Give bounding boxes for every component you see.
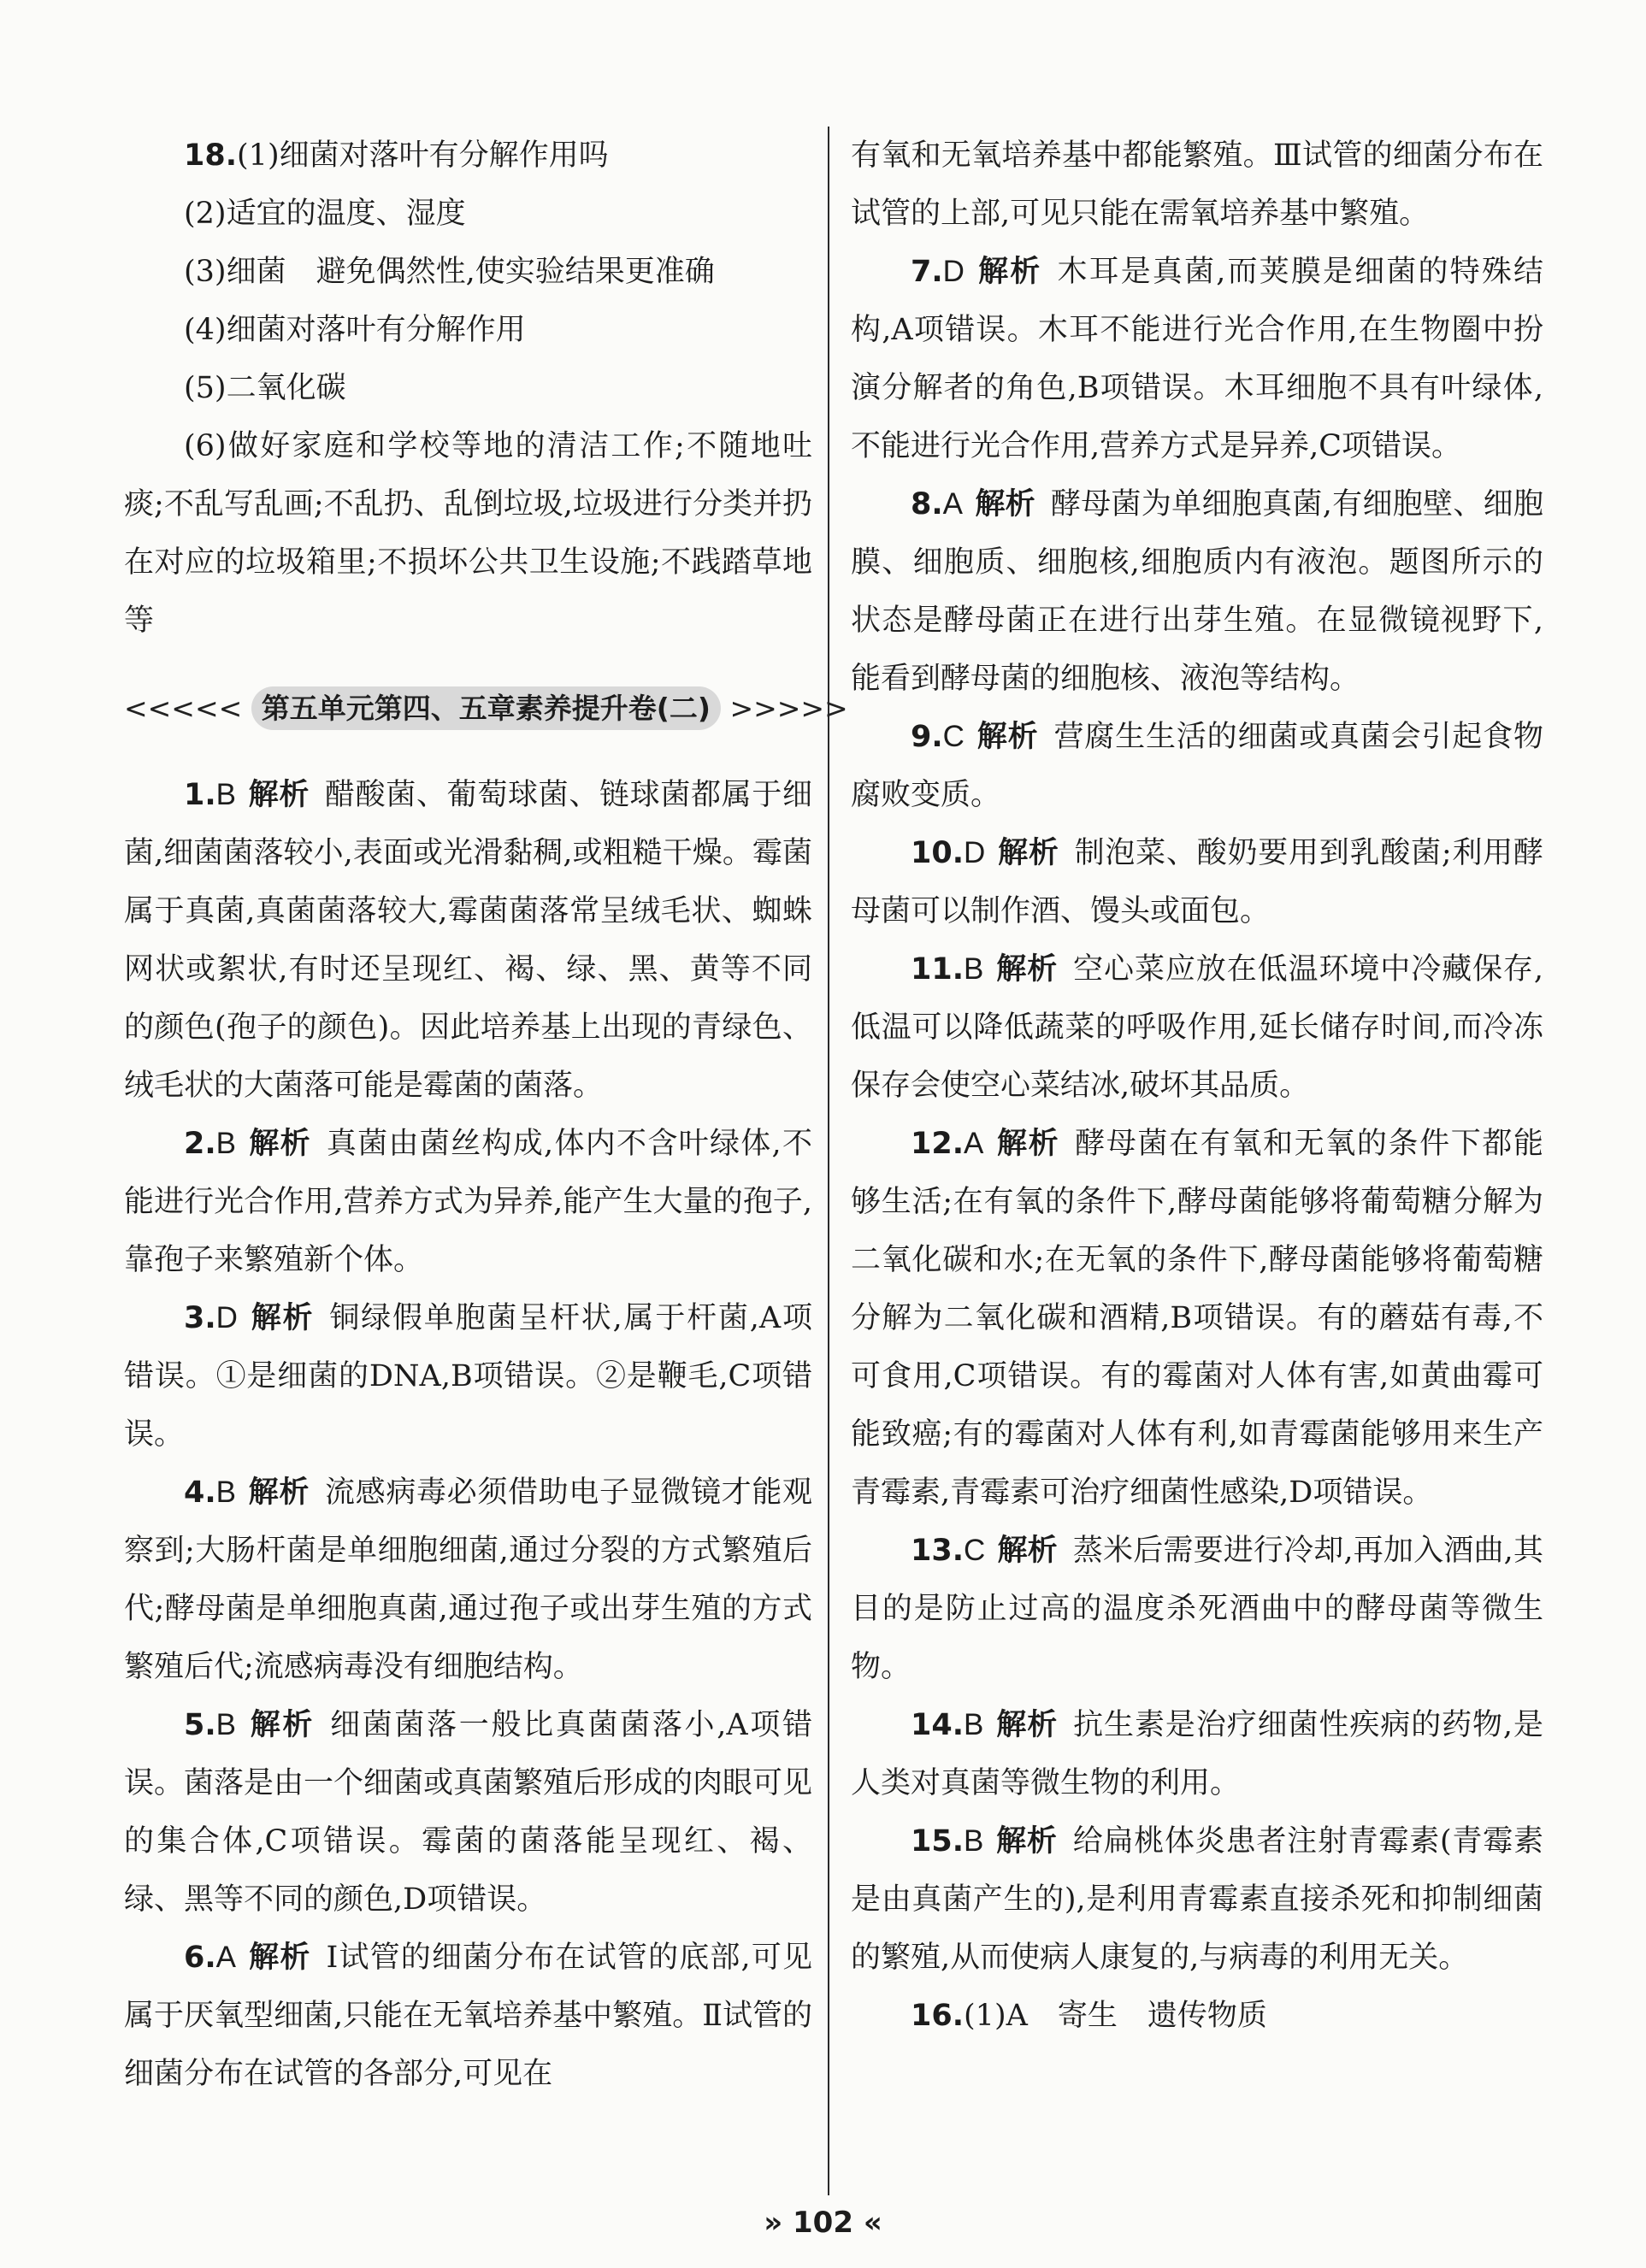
q18-line-6: (6)做好家庭和学校等地的清洁工作;不随地吐痰;不乱写乱画;不乱扔、乱倒垃圾,垃圾进行分类并扔在对应的垃圾箱里;不损坏公共卫生设施;不践踏草地等 xyxy=(124,429,812,638)
banner-left-arrows: <<<<< xyxy=(124,692,243,725)
q18-line-2: (2)适宜的温度、湿度 xyxy=(184,197,466,231)
question-number: 18. xyxy=(184,138,238,173)
column-divider xyxy=(828,127,829,2195)
left-column xyxy=(124,127,848,2103)
page-number-footer xyxy=(0,2206,1646,2240)
answer-item-11: 11.B 解析 空心菜应放在低温环境中冷藏保存,低温可以降低蔬菜的呼吸作用,延长储存时间,而冷冻保存会使空心菜结冰,破坏其品质。 xyxy=(851,952,1543,1103)
page-number: 102 xyxy=(793,2206,853,2240)
answer-item-1: 1.B 解析 醋酸菌、葡萄球菌、链球菌都属于细菌,细菌菌落较小,表面或光滑黏稠,或粗糙干燥。霉菌属于真菌,真菌菌落较大,霉菌菌落常呈绒毛状、蜘蛛网状或絮状,有时还呈现红、褐、绿、黑、黄等不同的颜色(孢子的颜色)。因此培养基上出现的青绿色、绒毛状的大菌落可能是霉菌的菌落。 xyxy=(124,778,812,1103)
section-title: 第五单元第四、五章素养提升卷(二) xyxy=(251,686,721,730)
answer-item-4: 4.B 解析 流感病毒必须借助电子显微镜才能观察到;大肠杆菌是单细胞细菌,通过分裂的方式繁殖后代;酵母菌是单细胞真菌,通过孢子或出芽生殖的方式繁殖后代;流感病毒没有细胞结构。 xyxy=(124,1476,812,1684)
banner-right-arrows: >>>>> xyxy=(729,692,848,725)
q18-line-4: (4)细菌对落叶有分解作用 xyxy=(184,313,526,347)
answer-item-14: 14.B 解析 抗生素是治疗细菌性疾病的药物,是人类对真菌等微生物的利用。 xyxy=(851,1708,1543,1800)
answer-item-6: 6.A 解析 Ⅰ试管的细菌分布在试管的底部,可见属于厌氧型细菌,只能在无氧培养基中繁殖。Ⅱ试管的细菌分布在试管的各部分,可见在 xyxy=(124,1941,812,2091)
q18-line-3: (3)细菌 避免偶然性,使实验结果更准确 xyxy=(184,255,715,289)
answer-item-9: 9.C 解析 营腐生生活的细菌或真菌会引起食物腐败变质。 xyxy=(851,720,1543,812)
answer-item-15: 15.B 解析 给扁桃体炎患者注射青霉素(青霉素是由真菌产生的),是利用青霉素直接杀死和抑制细菌的繁殖,从而使病人康复的,与病毒的利用无关。 xyxy=(851,1824,1543,1975)
answer-item-12: 12.A 解析 酵母菌在有氧和无氧的条件下都能够生活;在有氧的条件下,酵母菌能够将葡萄糖分解为二氧化碳和水;在无氧的条件下,酵母菌能够将葡萄糖分解为二氧化碳和酒精,B项错误。有的蘑菇有毒,不可食用,C项错误。有的霉菌对人体有害,如黄曲霉可能致癌;有的霉菌对人体有利,如青霉菌能够用来生产青霉素,青霉素可治疗细菌性感染,D项错误。 xyxy=(851,1127,1543,1510)
answer-item-16: 16.(1)A 寄生 遗传物质 xyxy=(911,1999,1267,2033)
q18-line-5: (5)二氧化碳 xyxy=(184,371,346,405)
q18-line-1: 18.(1)细菌对落叶有分解作用吗 xyxy=(184,138,609,173)
answer-item-2: 2.B 解析 真菌由菌丝构成,体内不含叶绿体,不能进行光合作用,营养方式为异养,能产生大量的孢子,靠孢子来繁殖新个体。 xyxy=(124,1127,812,1277)
right-column xyxy=(851,127,1543,2045)
answer-item-3: 3.D 解析 铜绿假单胞菌呈杆状,属于杆菌,A项错误。①是细菌的DNA,B项错误。②是鞭毛,C项错误。 xyxy=(124,1301,812,1452)
answer-item-13: 13.C 解析 蒸米后需要进行冷却,再加入酒曲,其目的是防止过高的温度杀死酒曲中的酵母菌等微生物。 xyxy=(851,1534,1543,1684)
footer-right-chevrons: « xyxy=(863,2206,882,2240)
answer-item-8: 8.A 解析 酵母菌为单细胞真菌,有细胞壁、细胞膜、细胞质、细胞核,细胞质内有液泡。题图所示的状态是酵母菌正在进行出芽生殖。在显微镜视野下,能看到酵母菌的细胞核、液泡等结构。 xyxy=(851,487,1543,696)
section-banner xyxy=(124,680,848,737)
answer-item-5: 5.B 解析 细菌菌落一般比真菌菌落小,A项错误。菌落是由一个细菌或真菌繁殖后形成的肉眼可见的集合体,C项错误。霉菌的菌落能呈现红、褐、绿、黑等不同的颜色,D项错误。 xyxy=(124,1708,813,1917)
answer-item-7: 7.D 解析 木耳是真菌,而荚膜是细菌的特殊结构,A项错误。木耳不能进行光合作用,在生物圈中扮演分解者的角色,B项错误。木耳细胞不具有叶绿体,不能进行光合作用,营养方式是异养,C项错误。 xyxy=(851,255,1543,463)
answer-item-6-continued: 有氧和无氧培养基中都能繁殖。Ⅲ试管的细菌分布在试管的上部,可见只能在需氧培养基中繁殖。 xyxy=(851,138,1543,231)
answer-item-10: 10.D 解析 制泡菜、酸奶要用到乳酸菌;利用酵母菌可以制作酒、馒头或面包。 xyxy=(851,836,1543,928)
footer-left-chevrons: » xyxy=(764,2206,783,2240)
